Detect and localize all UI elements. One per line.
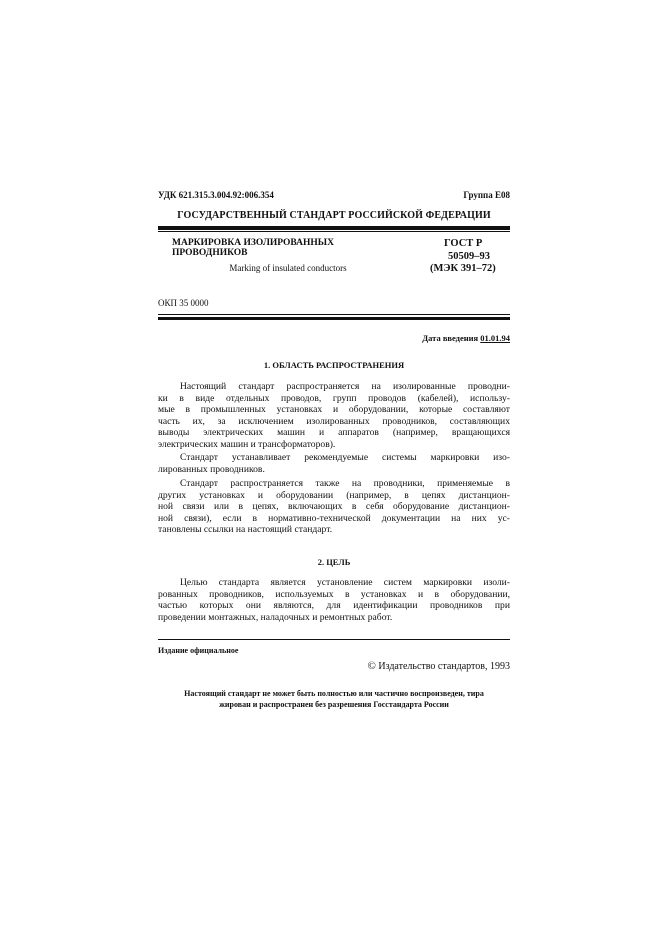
- text-line: ной связи или в цепях, включающих в себя оборудование дистанцион-: [158, 501, 510, 513]
- udk-code: УДК 621.315.3.004.92:006.354: [158, 190, 274, 200]
- okp-code: ОКП 35 0000: [158, 298, 209, 308]
- state-standard-title: ГОСУДАРСТВЕННЫЙ СТАНДАРТ РОССИЙСКОЙ ФЕДЕРАЦИИ: [177, 210, 491, 221]
- text-line: выводы электрических машин и аппаратов (например, вращающихся: [158, 427, 510, 439]
- notice-line: жирован и распространен без разрешения Госстандарта России: [219, 700, 449, 709]
- iec-number: (МЭК 391–72): [430, 263, 496, 274]
- introduction-date: [158, 333, 510, 343]
- text-line: лированных проводников.: [158, 463, 265, 475]
- notice-line: Настоящий стандарт не может быть полностью или частично воспроизведен, тира: [184, 689, 484, 698]
- text-line: Стандарт устанавливает рекомендуемые системы маркировки изо-: [180, 452, 510, 463]
- gost-number: 50509–93: [448, 250, 490, 262]
- text-line: ки в виде отдельных проводов, групп проводов (кабелей), использу-: [158, 392, 510, 404]
- edition-label: Издание официальное: [158, 646, 239, 655]
- text-line: частью которых они являются, для идентификации проводников при: [158, 600, 510, 612]
- text-line: Стандарт распространяется также на проводники, применяемые в: [180, 478, 510, 489]
- text-line: ной связи), если в нормативно-технической документации на них ус-: [158, 512, 510, 524]
- text-line: мые в промышленных установках и оборудовании, которые составляют: [158, 404, 510, 416]
- section-title-purpose: 2. ЦЕЛЬ: [317, 557, 351, 567]
- footer-rule: [158, 639, 510, 640]
- date-value: 01.01.94: [480, 333, 510, 343]
- okp-rule-thick: [158, 317, 510, 320]
- copyright-symbol: ©: [367, 660, 376, 672]
- section-title-scope: 1. ОБЛАСТЬ РАСПРОСТРАНЕНИЯ: [263, 360, 405, 370]
- standard-title-en: Marking of insulated conductors: [229, 263, 347, 273]
- text-line: часть их, за исключением изолированных проводников, составляющих: [158, 415, 510, 427]
- paragraph-scope-3: [158, 478, 510, 536]
- paragraph-scope-2: [158, 452, 510, 475]
- text-line: тановлены ссылки на настоящий стандарт.: [158, 524, 333, 536]
- date-label: Дата введения: [422, 333, 479, 343]
- text-line: проведении монтажных, наладочных и ремонтных работ.: [158, 611, 393, 623]
- copyright-text: Издательство стандартов, 1993: [378, 661, 510, 672]
- okp-rule-thin: [158, 314, 510, 315]
- text-line: Настоящий стандарт распространяется на изолированные проводни-: [180, 381, 510, 392]
- text-line: других установках и оборудовании (например, в цепях дистанцион-: [158, 489, 510, 501]
- gost-number-block: [430, 238, 510, 276]
- standard-title-ru: МАРКИРОВКА ИЗОЛИРОВАННЫХ ПРОВОДНИКОВ: [172, 238, 334, 258]
- paragraph-purpose-1: [158, 577, 510, 623]
- text-line: рованных проводников, используемых в установках и в оборудовании,: [158, 588, 510, 600]
- gost-label: ГОСТ Р: [444, 238, 483, 249]
- header-row: [158, 190, 510, 200]
- copyright-line: [158, 660, 510, 672]
- header-rule-thin: [158, 231, 510, 232]
- paragraph-scope-1: [158, 381, 510, 451]
- group-code: Группа Е08: [463, 190, 510, 200]
- text-line: электрических машин и трансформаторов).: [158, 438, 336, 450]
- text-line: Целью стандарта является установление систем маркировки изоли-: [180, 577, 510, 588]
- reproduction-notice: [158, 688, 510, 710]
- header-rule-thick: [158, 226, 510, 230]
